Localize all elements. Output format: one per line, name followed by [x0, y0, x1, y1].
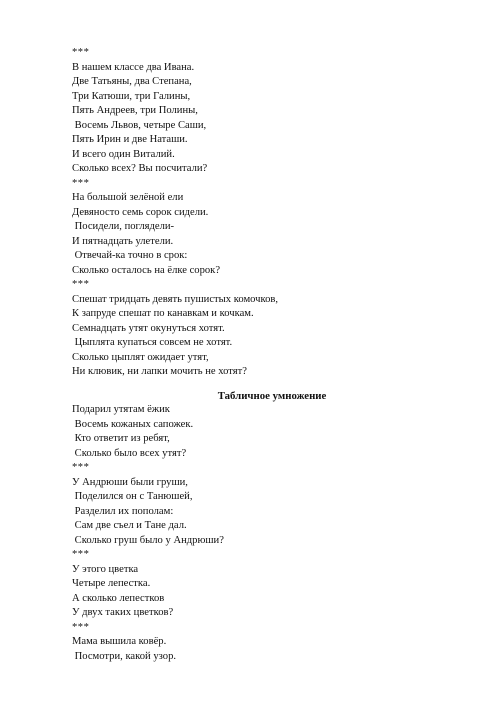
text-line: Подарил утятам ёжик — [72, 404, 170, 415]
text-line: Ни клювик, ни лапки мочить не хотят? — [72, 366, 247, 377]
text-line: А сколько лепестков — [72, 592, 165, 604]
poem-block-1 — [72, 46, 472, 380]
text-line: Разделил их пополам: — [72, 505, 174, 517]
text-line: Сколько осталось на ёлке сорок? — [72, 264, 221, 276]
text-line: И всего один Виталий. — [72, 148, 175, 160]
text-line: На большой зелёной ели — [72, 192, 184, 203]
text-line: Девяносто семь сорок сидели. — [72, 206, 209, 218]
text-line: У этого цветка — [72, 563, 139, 575]
text-line: И пятнадцать улетели. — [72, 235, 174, 247]
text-line: Четыре лепестка. — [72, 578, 151, 589]
text-line: Пять Андреев, три Полины, — [72, 105, 198, 116]
separator: *** — [72, 279, 90, 290]
text-line: Восемь кожаных сапожек. — [72, 418, 194, 430]
text-line: Сколько цыплят ожидает утят, — [72, 351, 209, 363]
text-line: Семнадцать утят окунуться хотят. — [72, 322, 225, 334]
section-gap — [72, 380, 472, 389]
poem-block-2 — [72, 403, 472, 664]
text-line: В нашем классе два Ивана. — [72, 61, 195, 73]
text-line: Три Катюши, три Галины, — [72, 90, 191, 102]
separator: *** — [72, 549, 90, 560]
text-line: У двух таких цветков? — [72, 607, 174, 618]
text-column — [72, 46, 472, 664]
text-line: Сколько всех? Вы посчитали? — [72, 163, 208, 174]
separator: *** — [72, 47, 90, 58]
text-line: У Андрюши были груши, — [72, 476, 188, 488]
text-line: Поделился он с Танюшей, — [72, 491, 193, 502]
section-heading: Табличное умножение — [217, 389, 327, 402]
text-line: Отвечай-ка точно в срок: — [72, 250, 188, 261]
text-line: Мама вышила ковёр. — [72, 636, 167, 647]
text-line: Спешат тридцать девять пушистых комочков, — [72, 293, 279, 305]
text-line: Посидели, поглядели- — [72, 221, 175, 232]
text-line: Кто ответит из ребят, — [72, 433, 170, 444]
text-line: Две Татьяны, два Степана, — [72, 76, 192, 87]
text-line: Цыплята купаться совсем не хотят. — [72, 337, 233, 348]
separator: *** — [72, 621, 90, 633]
text-line: Восемь Львов, четыре Саши, — [72, 119, 207, 131]
text-line: Пять Ирин и две Наташи. — [72, 134, 188, 145]
text-line: Посмотри, какой узор. — [72, 650, 177, 662]
separator: *** — [72, 462, 90, 473]
text-line: Сам две съел и Тане дал. — [72, 520, 187, 531]
separator: *** — [72, 177, 90, 189]
text-line: Сколько было всех утят? — [72, 447, 187, 459]
text-line: К запруде спешат по канавкам и кочкам. — [72, 308, 254, 319]
text-line: Сколько груш было у Андрюши? — [72, 534, 224, 546]
